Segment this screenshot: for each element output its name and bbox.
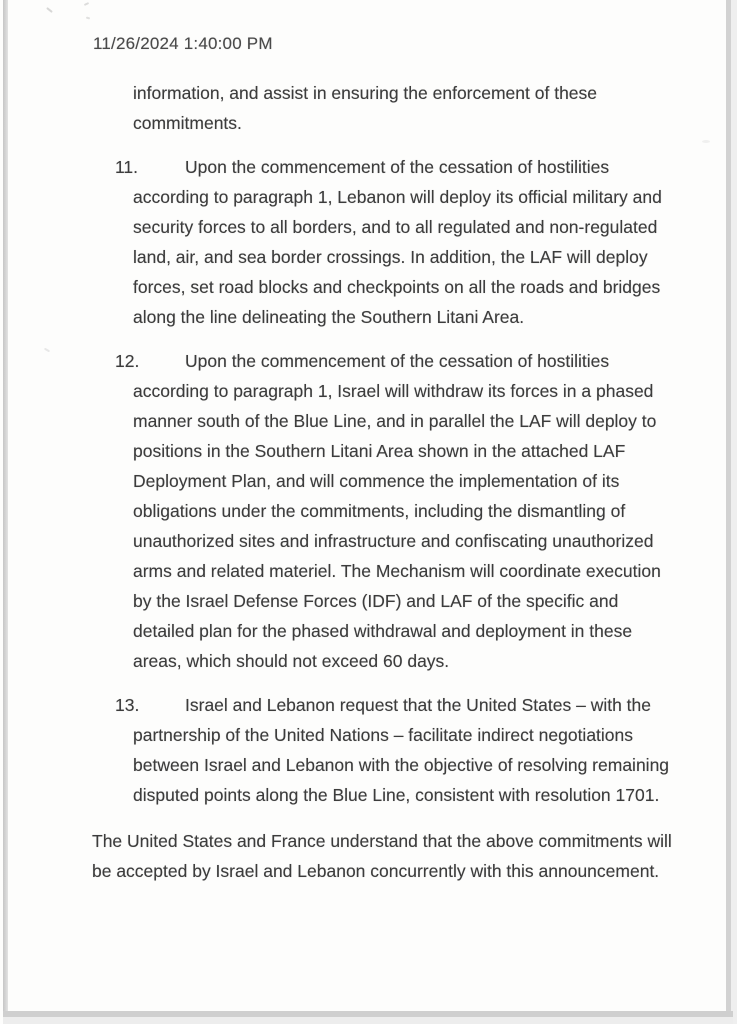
scan-artifact-smudge — [702, 140, 710, 143]
scan-artifact-speck — [46, 7, 53, 13]
paragraph-11-number: 11. — [115, 157, 139, 177]
paragraph-13-text: Israel and Lebanon request that the United States – with the partnership of the United Nations – facilitate indirect negotiations between Israel and Lebanon with the objective of resolving remaining disputed points along the Blue Line, consistent with resolution 1701. — [133, 695, 670, 805]
document-timestamp: 11/26/2024 1:40:00 PM — [93, 34, 273, 53]
document-page — [8, 0, 726, 1011]
scan-artifact-speck — [86, 17, 90, 20]
paragraph-continuation: information, and assist in ensuring the enforcement of these commitments. — [133, 83, 598, 133]
document-body — [92, 78, 673, 900]
paragraph-11 — [115, 152, 673, 332]
scan-artifact-speck — [44, 348, 50, 353]
page-edge-left — [3, 0, 8, 1024]
paragraph-12-text: Upon the commencement of the cessation of hostilities according to paragraph 1, Israel will withdraw its forces in a phased manner south of the Blue Line, and in parallel the LAF will deploy to positions in the Southern Litani Area shown in the attached LAF Deployment Plan, and will commence the implementation of its obligations under the commitments, including the dismantling of unauthorized sites and infrastructure and confiscating unauthorized arms and related materiel. The Mechanism will coordinate execution by the Israel Defense Forces (IDF) and LAF of the specific and detailed plan for the phased withdrawal and deployment in these areas, which should not exceed 60 days. — [133, 351, 661, 671]
paragraph-12 — [115, 346, 673, 676]
paragraph-12-number: 12. — [115, 351, 140, 371]
paragraph-11-text: Upon the commencement of the cessation of hostilities according to paragraph 1, Lebanon will deploy its official military and security forces to all borders, and to all regulated and non-regulated land, air, and sea border crossings. In addition, the LAF will deploy forces, set road blocks and checkpoints on all the roads and bridges along the line delineating the Southern Litani Area. — [133, 157, 662, 327]
paragraph-13-number: 13. — [115, 695, 140, 715]
paragraph-13 — [115, 690, 673, 810]
paragraph-closing: The United States and France understand that the above commitments will be accepted by Israel and Lebanon concurrently with this announcement. — [92, 831, 672, 881]
page-edge-right — [726, 0, 737, 1024]
page-edge-bottom — [3, 1011, 733, 1024]
scan-artifact-speck — [84, 2, 89, 6]
